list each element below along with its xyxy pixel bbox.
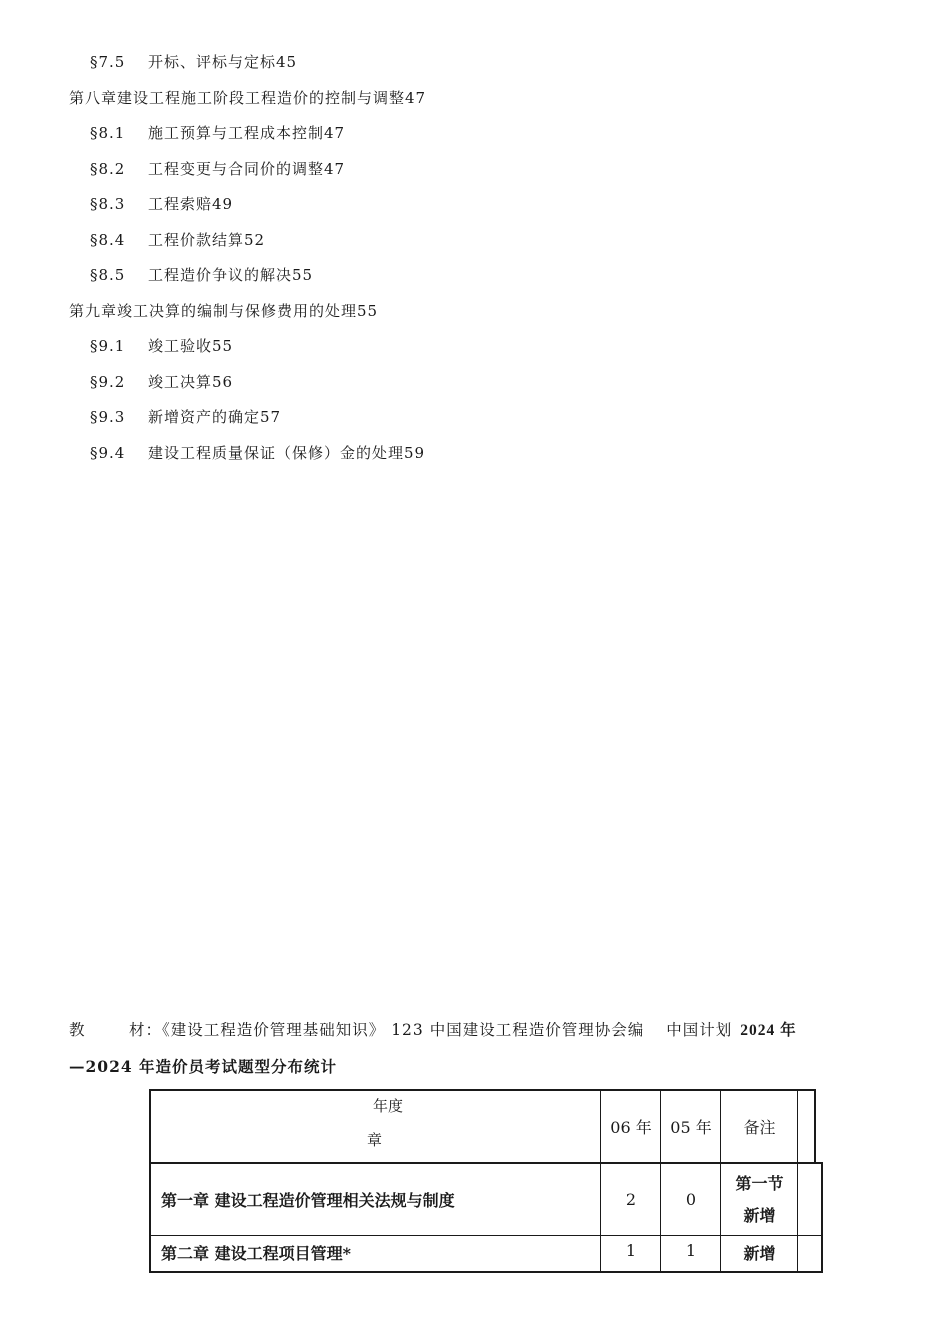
toc-title: 工程变更与合同价的调整: [148, 160, 325, 178]
toc-page: 47: [324, 160, 346, 178]
toc-entry[interactable]: [90, 123, 345, 143]
toc-entry[interactable]: [90, 194, 233, 214]
toc-entry[interactable]: [90, 230, 265, 250]
toc-title: 新增资产的确定: [148, 408, 261, 426]
table-cell-note: [720, 1164, 798, 1236]
toc-chapter-entry[interactable]: [69, 88, 426, 108]
toc-section-number: §9.2: [90, 373, 126, 391]
toc-entry[interactable]: [90, 443, 425, 463]
toc-page: 49: [212, 195, 234, 213]
toc-entry[interactable]: [90, 52, 297, 72]
header-extra-cell: [797, 1091, 814, 1162]
textbook-reference: [69, 1019, 939, 1042]
toc-page: 59: [404, 444, 426, 462]
toc-entry[interactable]: [90, 159, 345, 179]
note-line-1: 第一节: [735, 1173, 784, 1193]
toc-title: 第九章竣工决算的编制与保修费用的处理: [69, 302, 358, 320]
table-extra-cell: [797, 1235, 821, 1271]
toc-page: 45: [276, 53, 298, 71]
toc-section-number: §8.3: [90, 195, 126, 213]
table-row-chapter: 第一章 建设工程造价管理相关法规与制度: [151, 1164, 601, 1236]
toc-title: 开标、评标与定标: [148, 53, 277, 71]
toc-title: 竣工验收: [148, 337, 213, 355]
toc-section-number: §8.5: [90, 266, 126, 284]
toc-section-number: §8.1: [90, 124, 126, 142]
table-extra-cell: [797, 1164, 821, 1236]
table-corner-cell: [151, 1091, 601, 1162]
header-year-label: 年度: [373, 1097, 404, 1115]
header-note: 备注: [720, 1091, 798, 1162]
toc-title: 第八章建设工程施工阶段工程造价的控制与调整: [69, 89, 406, 107]
toc-page: 55: [212, 337, 234, 355]
material-publisher: 中国计划: [666, 1021, 733, 1039]
toc-page: 55: [292, 266, 314, 284]
table-row-chapter: 第二章 建设工程项目管理*: [161, 1244, 351, 1263]
toc-section-number: §8.4: [90, 231, 126, 249]
toc-section-number: §7.5: [90, 53, 126, 71]
toc-section-number: §9.3: [90, 408, 126, 426]
toc-title: 工程造价争议的解决: [148, 266, 293, 284]
material-year: 2024 年: [740, 1022, 797, 1039]
table-cell-05: 0: [660, 1164, 721, 1236]
table-cell-note: 新增: [720, 1235, 798, 1271]
toc-entry[interactable]: [90, 265, 313, 285]
toc-page: 57: [260, 408, 282, 426]
material-label-1: 教: [69, 1021, 86, 1039]
toc-entry[interactable]: [90, 336, 233, 356]
toc-page: 56: [212, 373, 234, 391]
toc-section-number: §8.2: [90, 160, 126, 178]
toc-page: 47: [324, 124, 346, 142]
toc-section-number: §9.1: [90, 337, 126, 355]
header-chapter-label: 章: [367, 1131, 383, 1149]
toc-title: 工程索赔: [148, 195, 213, 213]
toc-chapter-entry[interactable]: [69, 301, 378, 321]
table-cell-06: 2: [600, 1164, 661, 1236]
header-05: 05 年: [660, 1091, 721, 1162]
toc-title: 施工预算与工程成本控制: [148, 124, 325, 142]
toc-page: 47: [405, 89, 427, 107]
stats-title: —2024 年造价员考试题型分布统计: [69, 1057, 338, 1076]
toc-page: 52: [244, 231, 266, 249]
material-label-2: 材：: [129, 1021, 163, 1039]
table-cell-05: 1: [660, 1235, 721, 1271]
header-06: 06 年: [600, 1091, 661, 1162]
table-cell-06: 1: [600, 1235, 661, 1271]
toc-title: 工程价款结算: [148, 231, 245, 249]
toc-section-number: §9.4: [90, 444, 126, 462]
toc-entry[interactable]: [90, 372, 233, 392]
toc-entry[interactable]: [90, 407, 281, 427]
note-line-2: 新增: [743, 1205, 776, 1225]
toc-page: 55: [357, 302, 379, 320]
material-text: 《建设工程造价管理基础知识》 123 中国建设工程造价管理协会编: [162, 1021, 645, 1039]
toc-title: 竣工决算: [148, 373, 213, 391]
toc-title: 建设工程质量保证（保修）金的处理: [148, 444, 405, 462]
